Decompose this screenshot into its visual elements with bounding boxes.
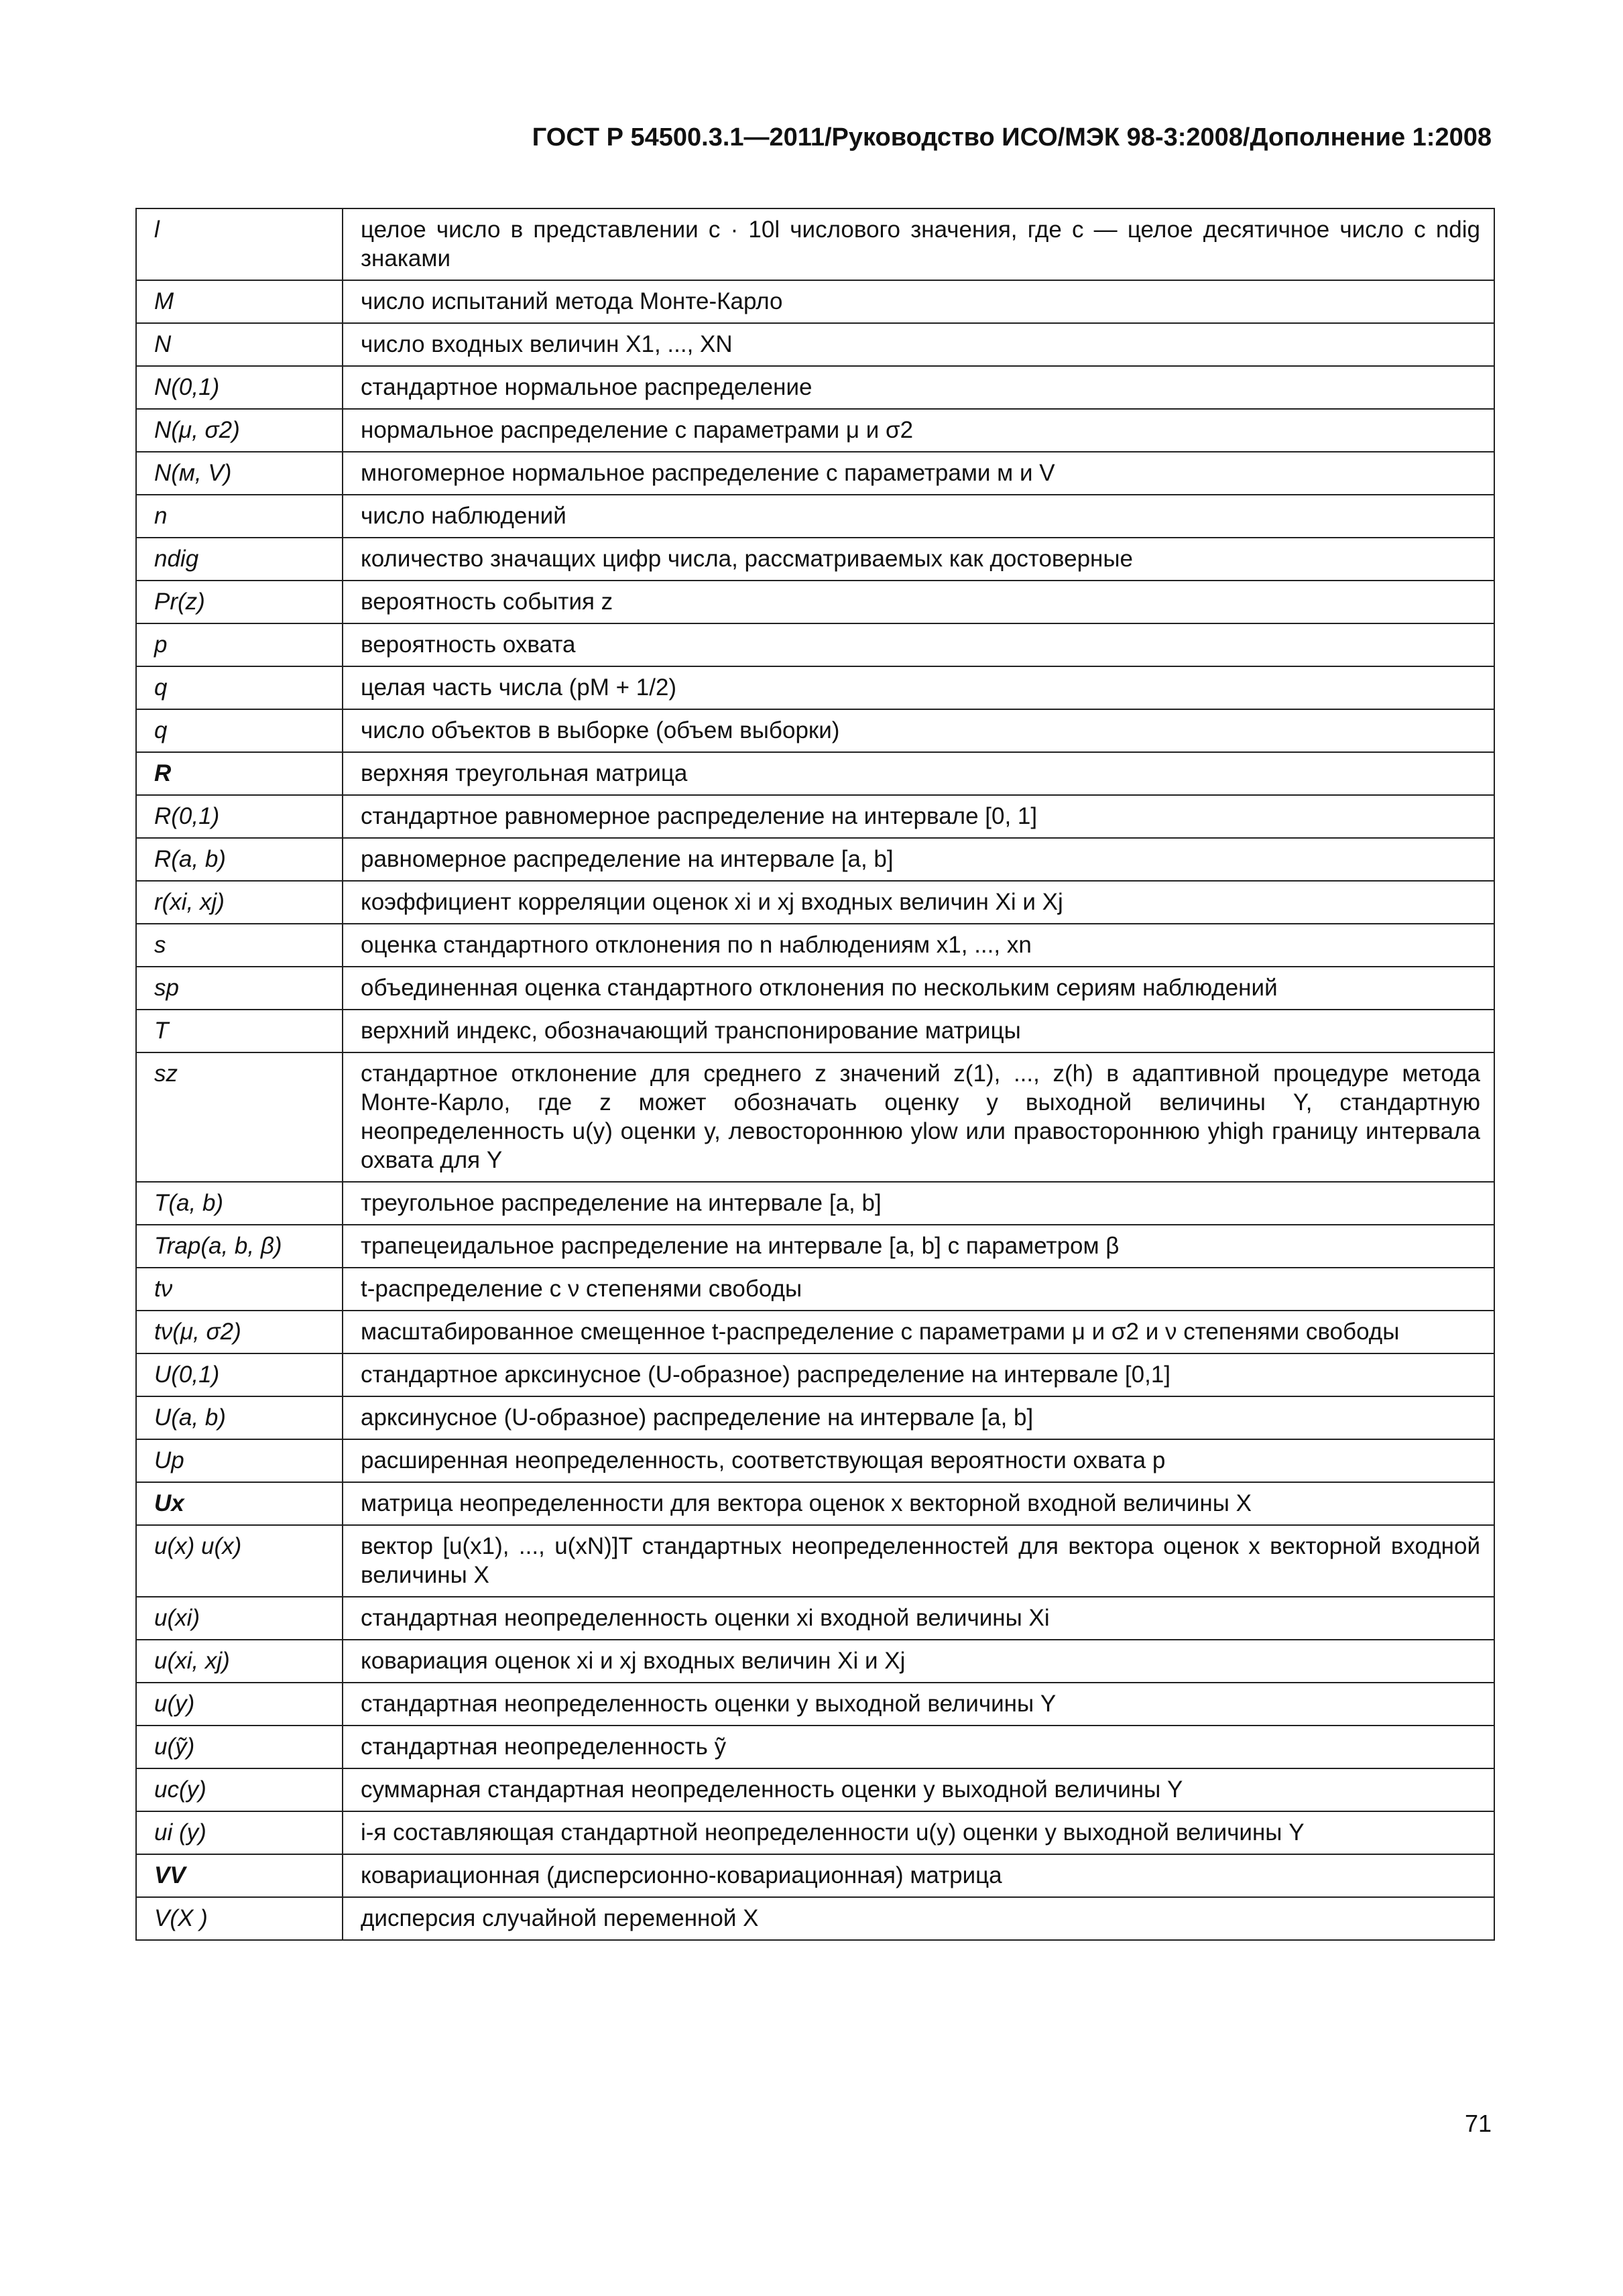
description-cell: расширенная неопределенность, соответствующая вероятности охвата p <box>343 1439 1494 1482</box>
table-row <box>136 795 1494 838</box>
symbol-cell: N(м, V) <box>136 452 343 495</box>
table-row <box>136 1396 1494 1439</box>
table-row <box>136 967 1494 1010</box>
symbol-cell: ui (y) <box>136 1811 343 1854</box>
symbol-cell: s <box>136 924 343 967</box>
table-row <box>136 1525 1494 1597</box>
table-row <box>136 1268 1494 1311</box>
description-cell: суммарная стандартная неопределенность оценки y выходной величины Y <box>343 1768 1494 1811</box>
description-cell: верхний индекс, обозначающий транспонирование матрицы <box>343 1010 1494 1052</box>
description-cell: ковариация оценок xi и xj входных величин Xi и Xj <box>343 1640 1494 1683</box>
table-row <box>136 495 1494 538</box>
symbol-cell: M <box>136 280 343 323</box>
symbol-cell: p <box>136 623 343 666</box>
table-row <box>136 366 1494 409</box>
symbol-cell: q <box>136 709 343 752</box>
table-row <box>136 709 1494 752</box>
symbol-cell: Ux <box>136 1482 343 1525</box>
symbol-cell: V(X ) <box>136 1897 343 1940</box>
table-row <box>136 1052 1494 1182</box>
symbol-cell: u(y) <box>136 1683 343 1726</box>
description-cell: число наблюдений <box>343 495 1494 538</box>
description-cell: объединенная оценка стандартного отклонения по нескольким сериям наблюдений <box>343 967 1494 1010</box>
symbol-cell: uc(y) <box>136 1768 343 1811</box>
document-header: ГОСТ Р 54500.3.1—2011/Руководство ИСО/МЭК 98-3:2008/Дополнение 1:2008 <box>532 123 1492 152</box>
symbol-cell: q <box>136 666 343 709</box>
description-cell: трапецеидальное распределение на интервале [a, b] с параметром β <box>343 1225 1494 1268</box>
table-row <box>136 1854 1494 1897</box>
description-cell: число испытаний метода Монте-Карло <box>343 280 1494 323</box>
description-cell: стандартное отклонение для среднего z значений z(1), ..., z(h) в адаптивной процедуре метода Монте-Карло, где z может обозначать оценку y выходной величины Y, стандартную неопределенность u(y) оценки y, левостороннюю ylow или правостороннюю yhigh границу интервала охвата для Y <box>343 1052 1494 1182</box>
description-cell: число входных величин X1, ..., XN <box>343 323 1494 366</box>
symbols-table <box>135 208 1495 1941</box>
description-cell: дисперсия случайной переменной X <box>343 1897 1494 1940</box>
symbol-cell: r(xi, xj) <box>136 881 343 924</box>
symbol-cell: R <box>136 752 343 795</box>
table-row <box>136 409 1494 452</box>
symbol-cell: T <box>136 1010 343 1052</box>
table-row <box>136 1311 1494 1353</box>
table-row <box>136 623 1494 666</box>
symbol-cell: U(0,1) <box>136 1353 343 1396</box>
symbol-cell: Pr(z) <box>136 581 343 623</box>
symbol-cell: u(ỹ) <box>136 1726 343 1768</box>
table-row <box>136 666 1494 709</box>
description-cell: равномерное распределение на интервале [a, b] <box>343 838 1494 881</box>
table-row <box>136 1225 1494 1268</box>
table-row <box>136 1768 1494 1811</box>
table-row <box>136 581 1494 623</box>
description-cell: число объектов в выборке (объем выборки) <box>343 709 1494 752</box>
table-row <box>136 752 1494 795</box>
description-cell: верхняя треугольная матрица <box>343 752 1494 795</box>
symbol-cell: VV <box>136 1854 343 1897</box>
table-row <box>136 1726 1494 1768</box>
description-cell: вероятность события z <box>343 581 1494 623</box>
symbol-cell: N(μ, σ2) <box>136 409 343 452</box>
description-cell: многомерное нормальное распределение с параметрами м и V <box>343 452 1494 495</box>
table-row <box>136 1683 1494 1726</box>
table-row <box>136 280 1494 323</box>
description-cell: арксинусное (U-образное) распределение на интервале [a, b] <box>343 1396 1494 1439</box>
description-cell: масштабированное смещенное t-распределение с параметрами μ и σ2 и ν степенями свободы <box>343 1311 1494 1353</box>
symbol-cell: ndig <box>136 538 343 581</box>
symbol-cell: U(a, b) <box>136 1396 343 1439</box>
symbol-cell: n <box>136 495 343 538</box>
table-row <box>136 1597 1494 1640</box>
description-cell: стандартное равномерное распределение на интервале [0, 1] <box>343 795 1494 838</box>
page-number: 71 <box>1464 2110 1492 2137</box>
description-cell: i-я составляющая стандартной неопределенности u(y) оценки y выходной величины Y <box>343 1811 1494 1854</box>
table-row <box>136 1439 1494 1482</box>
description-cell: коэффициент корреляции оценок xi и xj входных величин Xi и Xj <box>343 881 1494 924</box>
table-row <box>136 1897 1494 1940</box>
symbol-cell: R(0,1) <box>136 795 343 838</box>
table-row <box>136 1640 1494 1683</box>
symbol-cell: sz <box>136 1052 343 1182</box>
table-row <box>136 881 1494 924</box>
symbol-cell: sp <box>136 967 343 1010</box>
description-cell: стандартное нормальное распределение <box>343 366 1494 409</box>
table-row <box>136 1482 1494 1525</box>
symbol-cell: u(xi) <box>136 1597 343 1640</box>
symbol-cell: u(xi, xj) <box>136 1640 343 1683</box>
symbols-table-body <box>136 208 1494 1940</box>
table-row <box>136 1010 1494 1052</box>
description-cell: вектор [u(x1), ..., u(xN)]T стандартных неопределенностей для вектора оценок x векторной входной величины X <box>343 1525 1494 1597</box>
table-row <box>136 1353 1494 1396</box>
description-cell: стандартное арксинусное (U-образное) распределение на интервале [0,1] <box>343 1353 1494 1396</box>
symbol-cell: Trap(a, b, β) <box>136 1225 343 1268</box>
description-cell: количество значащих цифр числа, рассматриваемых как достоверные <box>343 538 1494 581</box>
description-cell: t-распределение с ν степенями свободы <box>343 1268 1494 1311</box>
symbol-cell: l <box>136 208 343 280</box>
symbol-cell: T(a, b) <box>136 1182 343 1225</box>
table-row <box>136 323 1494 366</box>
description-cell: матрица неопределенности для вектора оценок x векторной входной величины X <box>343 1482 1494 1525</box>
table-row <box>136 208 1494 280</box>
table-row <box>136 452 1494 495</box>
table-row <box>136 1811 1494 1854</box>
description-cell: ковариационная (дисперсионно-ковариационная) матрица <box>343 1854 1494 1897</box>
table-row <box>136 838 1494 881</box>
symbol-cell: R(a, b) <box>136 838 343 881</box>
symbol-cell: Up <box>136 1439 343 1482</box>
description-cell: оценка стандартного отклонения по n наблюдениям x1, ..., xn <box>343 924 1494 967</box>
description-cell: стандартная неопределенность ỹ <box>343 1726 1494 1768</box>
description-cell: целое число в представлении c · 10l числового значения, где c — целое десятичное число с ndig знаками <box>343 208 1494 280</box>
symbol-cell: tν <box>136 1268 343 1311</box>
description-cell: стандартная неопределенность оценки y выходной величины Y <box>343 1683 1494 1726</box>
description-cell: треугольное распределение на интервале [a, b] <box>343 1182 1494 1225</box>
description-cell: целая часть числа (pM + 1/2) <box>343 666 1494 709</box>
description-cell: стандартная неопределенность оценки xi входной величины Xi <box>343 1597 1494 1640</box>
table-row <box>136 538 1494 581</box>
symbol-cell: tν(μ, σ2) <box>136 1311 343 1353</box>
description-cell: вероятность охвата <box>343 623 1494 666</box>
symbol-cell: N <box>136 323 343 366</box>
table-row <box>136 924 1494 967</box>
table-row <box>136 1182 1494 1225</box>
symbol-cell: u(x) u(x) <box>136 1525 343 1597</box>
symbol-cell: N(0,1) <box>136 366 343 409</box>
description-cell: нормальное распределение с параметрами μ и σ2 <box>343 409 1494 452</box>
